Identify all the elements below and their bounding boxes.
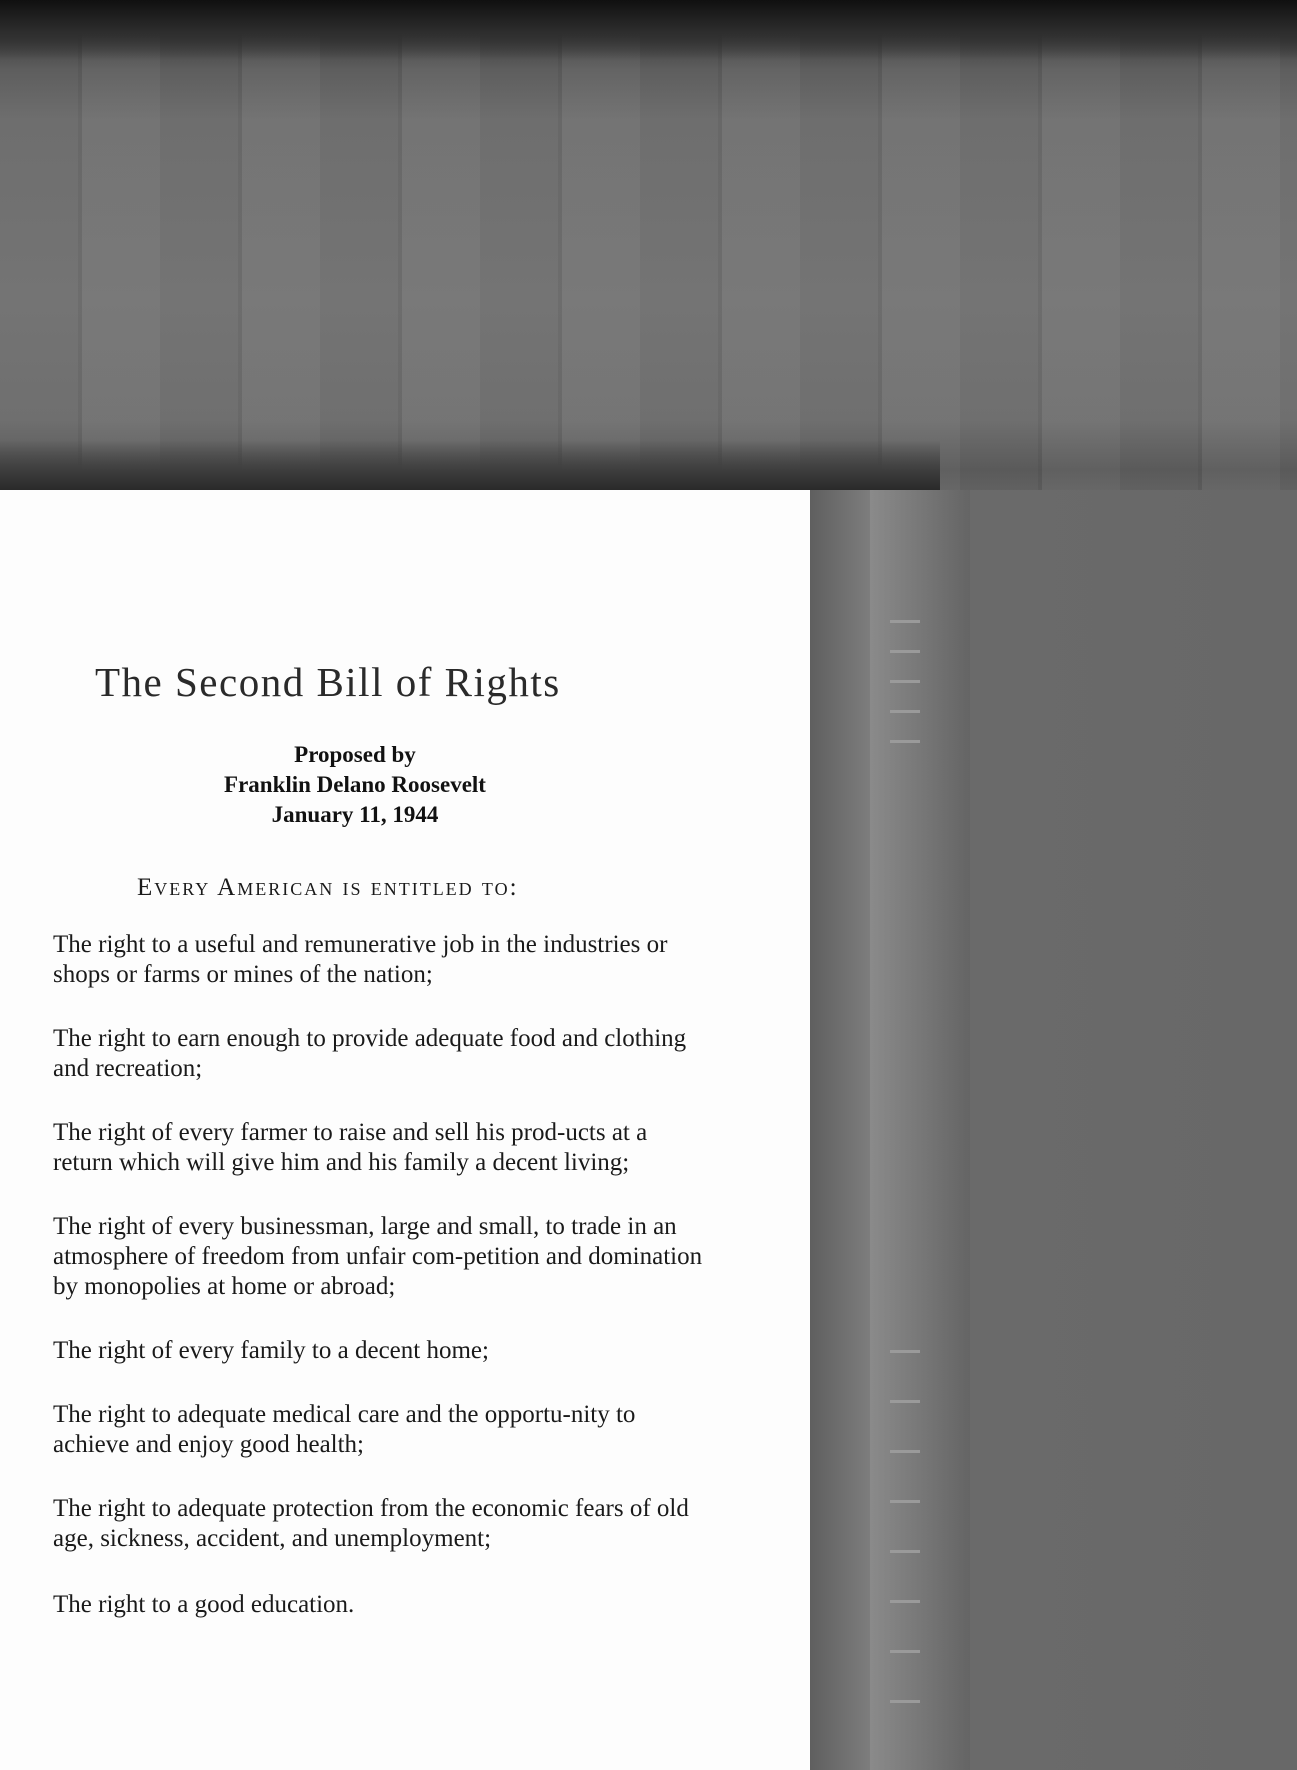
right-item-medical-care: The right to adequate medical care and the opportu-nity to achieve and enjoy good health; [53,1401,636,1458]
right-item-economic-protection: The right to adequate protection from the economic fears of old age, sickness, accident, and unemployment; [53,1495,689,1552]
spine-mark [890,1700,920,1703]
spine-mark [890,620,920,623]
spine-mark [890,1650,920,1653]
right-item-job: The right to a useful and remunerative job in the industries or shops or farms or mines of the nation; [53,931,668,988]
right-item-earnings: The right to earn enough to provide adequate food and clothing and recreation; [53,1025,687,1082]
document-page [0,490,810,1770]
spine-mark [890,1400,920,1403]
spine-mark [890,1450,920,1453]
spine-mark [890,650,920,653]
spine-mark [890,740,920,743]
date-line: January 11, 1944 [271,802,439,827]
attribution-block [0,740,710,830]
scanner-stripes [0,0,1297,500]
right-item-home: The right of every family to a decent home; [53,1337,489,1364]
scanner-top-shadow [0,0,1297,60]
book-spine-strip [870,490,970,1770]
spine-mark [890,1350,920,1353]
spine-mark [890,680,920,683]
spine-mark [890,1600,920,1603]
page-edge-shadow [0,440,940,490]
right-item-farmer: The right of every farmer to raise and sell his prod-ucts at a return which will give him and his family a decent living; [53,1119,648,1176]
spine-mark [890,1500,920,1503]
rights-list [53,930,713,1654]
author-name-line: Franklin Delano Roosevelt [224,772,486,797]
right-item-education: The right to a good education. [53,1591,355,1618]
right-item-businessman: The right of every businessman, large and small, to trade in an atmosphere of freedom from unfair com-petition and domination by monopolies at home or abroad; [53,1213,703,1300]
lead-in-heading: Every American is entitled to: [137,874,519,901]
spine-mark [890,710,920,713]
page-title: The Second Bill of Rights [95,659,561,705]
proposed-by-line: Proposed by [294,742,416,767]
spine-mark [890,1550,920,1553]
